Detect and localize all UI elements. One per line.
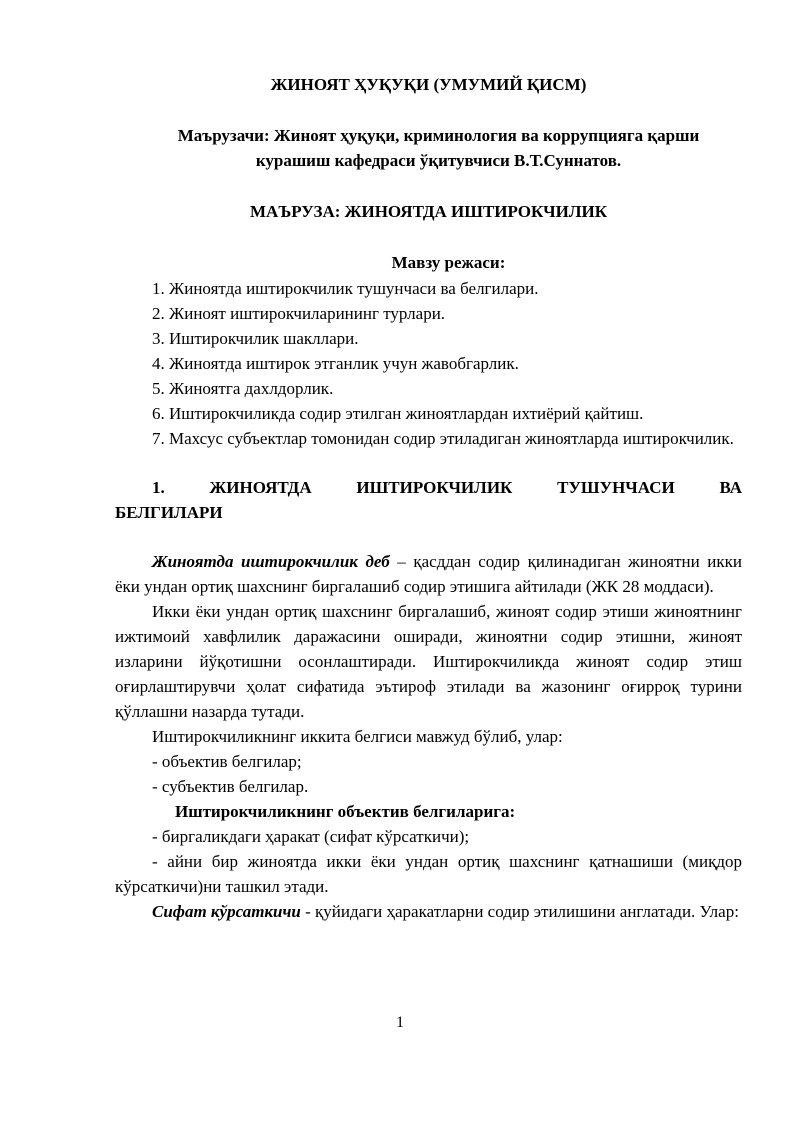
section-heading-line-2: БЕЛГИЛАРИ <box>115 503 223 522</box>
definition-term: Жиноятда иштирокчилик деб <box>152 552 390 571</box>
sign-subjective: - субъектив белгилар. <box>152 777 309 796</box>
plan-item: 6. Иштирокчиликда содир этилган жиноятлардан ихтиёрий қайтиш. <box>152 404 644 423</box>
plan-item: 2. Жиноят иштирокчиларининг турлари. <box>152 304 446 323</box>
quality-paragraph <box>115 899 742 924</box>
quality-term: Сифат кўрсаткичи <box>152 902 301 921</box>
objective-item: - биргаликдаги ҳаракат (сифат кўрсаткичи); <box>152 827 470 846</box>
lecturer-info <box>115 123 742 173</box>
plan-item: 5. Жиноятга дахлдорлик. <box>152 379 334 398</box>
plan-item: 3. Иштирокчилик шакллари. <box>152 329 359 348</box>
plan-item: 4. Жиноятда иштирок этганлик учун жавобгарлик. <box>152 354 519 373</box>
definition-text: – қасддан содир қилинадиган жиноятни икки ёки ундан ортиқ шахснинг биргалашиб содир этишига айтилади (ЖК 28 моддаси). <box>115 552 742 596</box>
section-heading-line-1: 1. ЖИНОЯТДА ИШТИРОКЧИЛИК ТУШУНЧАСИ ВА <box>152 478 742 497</box>
lecturer-line-2: курашиш кафедраси ўқитувчиси В.Т.Суннатов. <box>255 151 622 170</box>
objective-item: - айни бир жиноятда икки ёки ундан ортиқ шахснинг қатнашиши (миқдор кўрсаткичи)ни ташкил этади. <box>115 852 742 896</box>
lecturer-line-1: Маърузачи: Жиноят ҳуқуқи, криминология ва коррупцияга қарши <box>177 126 700 145</box>
plan-list <box>115 276 742 451</box>
document-title: ЖИНОЯТ ҲУҚУҚИ (УМУМИЙ ҚИСМ) <box>270 75 587 94</box>
document-body <box>115 72 742 924</box>
definition-paragraph <box>115 549 742 599</box>
page-number: 1 <box>396 1014 404 1031</box>
plan-title: Мавзу режаси: <box>391 253 506 272</box>
paragraph: Иштирокчиликнинг иккита белгиси мавжуд бўлиб, улар: <box>152 727 563 746</box>
plan-item: 1. Жиноятда иштирокчилик тушунчаси ва белгилари. <box>152 279 539 298</box>
plan-item: 7. Махсус субъектлар томонидан содир этиладиган жиноятларда иштирокчилик. <box>152 429 734 448</box>
section-heading <box>115 475 742 525</box>
sign-objective: - объектив белгилар; <box>152 752 302 771</box>
objective-signs-heading: Иштирокчиликнинг объектив белгиларига: <box>175 802 516 821</box>
paragraph: Икки ёки ундан ортиқ шахснинг биргалашиб, жиноят содир этиши жиноятнинг ижтимоий хавфлилик даражасини оширади, жиноятни содир этишни, жиноят изларини йўқотишни осонлаштиради. Иштирокчиликда жиноят содир этиш оғирлаштирувчи ҳолат сифатида эътироф этилади ва жазонинг оғирроқ турини қўллашни назарда тутади. <box>115 602 742 721</box>
quality-text: - қуйидаги ҳаракатларни содир этилишини англатади. Улар: <box>300 902 739 921</box>
lecture-title: МАЪРУЗА: ЖИНОЯТДА ИШТИРОКЧИЛИК <box>249 202 608 221</box>
